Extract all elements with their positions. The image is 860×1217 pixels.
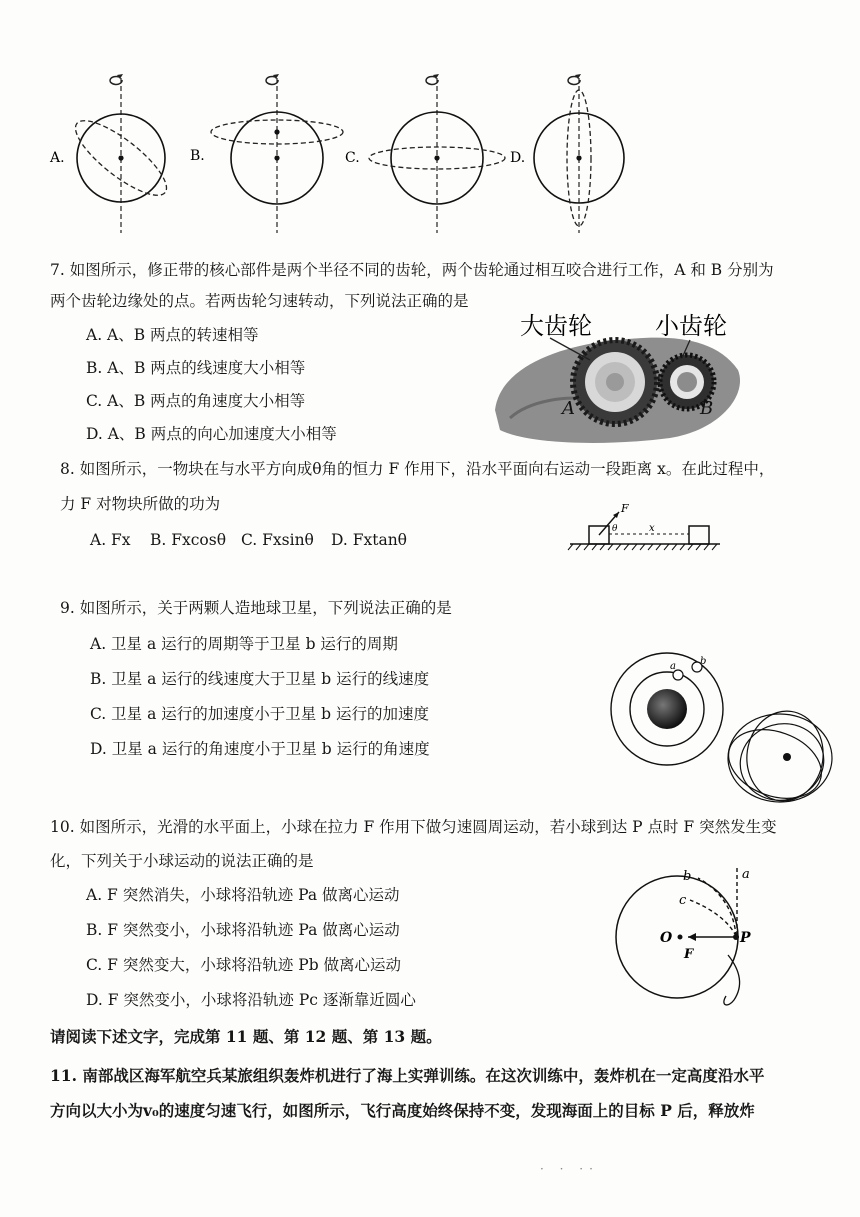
- q8-option-c[interactable]: C. Fxsinθ: [241, 531, 314, 549]
- q6-label-d: D.: [510, 150, 526, 166]
- q8-option-a[interactable]: A. Fx: [90, 531, 131, 549]
- q9-option-c[interactable]: C. 卫星 a 运行的加速度小于卫星 b 运行的加速度: [90, 705, 430, 723]
- q10-option-a[interactable]: A. F 突然消失，小球将沿轨迹 Pa 做离心运动: [86, 886, 400, 904]
- q8-label-force: F: [621, 502, 629, 515]
- q10-stem-line2: 化，下列关于小球运动的说法正确的是: [50, 852, 314, 870]
- q10-stem-line1: 10. 如图所示，光滑的水平面上，小球在拉力 F 作用下做匀速圆周运动，若小球到达 P 点时 F 突然发生变: [50, 818, 777, 836]
- q6-label-b: B.: [190, 148, 205, 164]
- q8-stem-line1: 8. 如图所示，一物块在与水平方向成θ角的恒力 F 作用下，沿水平面向右运动一段距离 x。在此过程中，: [60, 460, 775, 478]
- q6-label-c: C.: [345, 150, 360, 166]
- q7-stem-line1: 7. 如图所示，修正带的核心部件是两个半径不同的齿轮，两个齿轮通过相互咬合进行工作，A 和 B 分别为: [50, 261, 774, 279]
- q10-label-o: O: [660, 930, 673, 946]
- q10-label-c: c: [679, 893, 687, 908]
- q10-option-b[interactable]: B. F 突然变小，小球将沿轨迹 Pa 做离心运动: [86, 921, 400, 939]
- q11-line1: 11. 南部战区海军航空兵某旅组织轰炸机进行了海上实弹训练。在这次训练中，轰炸机在一定高度沿水平: [50, 1066, 765, 1085]
- q8-option-b[interactable]: B. Fxcosθ: [150, 531, 227, 549]
- q9-option-b[interactable]: B. 卫星 a 运行的线速度大于卫星 b 运行的线速度: [90, 670, 430, 688]
- q10-label-p: P: [740, 930, 751, 946]
- q7-stem-line2: 两个齿轮边缘处的点。若两齿轮匀速转动，下列说法正确的是: [50, 292, 469, 310]
- q11-line2: 方向以大小为v₀的速度匀速飞行，如图所示，飞行高度始终保持不变，发现海面上的目标 P 后，释放炸: [50, 1101, 755, 1120]
- q6-figure-c: [345, 74, 505, 233]
- q10-option-c[interactable]: C. F 突然变大，小球将沿轨迹 Pb 做离心运动: [86, 956, 402, 974]
- q7-option-d[interactable]: D. A、B 两点的向心加速度大小相等: [86, 425, 337, 443]
- q7-gear-figure: [490, 300, 750, 450]
- q7-point-a: A: [562, 398, 575, 419]
- q8-stem-line2: 力 F 对物块所做的功为: [60, 495, 221, 513]
- q8-label-distance: x: [649, 523, 655, 534]
- q6-figures: [40, 68, 640, 238]
- q8-label-angle: θ: [612, 524, 618, 534]
- q7-option-c[interactable]: C. A、B 两点的角速度大小相等: [86, 392, 306, 410]
- q10-label-f: F: [684, 947, 694, 962]
- q9-label-b: b: [700, 656, 707, 667]
- section-instruction: 请阅读下述文字，完成第 11 题、第 12 题、第 13 题。: [50, 1027, 442, 1046]
- q10-label-b: b: [683, 869, 692, 884]
- q9-option-d[interactable]: D. 卫星 a 运行的角速度小于卫星 b 运行的角速度: [90, 740, 430, 758]
- q9-label-a: a: [670, 661, 676, 672]
- q8-option-d[interactable]: D. Fxtanθ: [331, 531, 408, 549]
- q9-satellite-figure: [610, 640, 835, 810]
- q8-block-figure: [565, 500, 725, 552]
- q7-label-small-gear: 小齿轮: [655, 312, 727, 340]
- q10-circular-motion-figure: [610, 860, 770, 1020]
- q7-point-b: B: [700, 398, 714, 419]
- q7-option-a[interactable]: A. A、B 两点的转速相等: [86, 326, 259, 344]
- q6-figure-a: [49, 74, 176, 233]
- footer-mark: · · ··: [540, 1162, 599, 1176]
- q6-label-a: A.: [50, 150, 65, 166]
- q7-label-big-gear: 大齿轮: [520, 312, 592, 340]
- q9-stem: 9. 如图所示，关于两颗人造地球卫星，下列说法正确的是: [60, 599, 452, 617]
- q9-doodle: [719, 706, 832, 810]
- q9-option-a[interactable]: A. 卫星 a 运行的周期等于卫星 b 运行的周期: [90, 635, 398, 653]
- q6-figure-d: [510, 74, 624, 233]
- q6-figure-b: [190, 74, 343, 233]
- q7-option-b[interactable]: B. A、B 两点的线速度大小相等: [86, 359, 306, 377]
- q10-label-a: a: [742, 867, 750, 882]
- q10-option-d[interactable]: D. F 突然变小，小球将沿轨迹 Pc 逐渐靠近圆心: [86, 991, 416, 1009]
